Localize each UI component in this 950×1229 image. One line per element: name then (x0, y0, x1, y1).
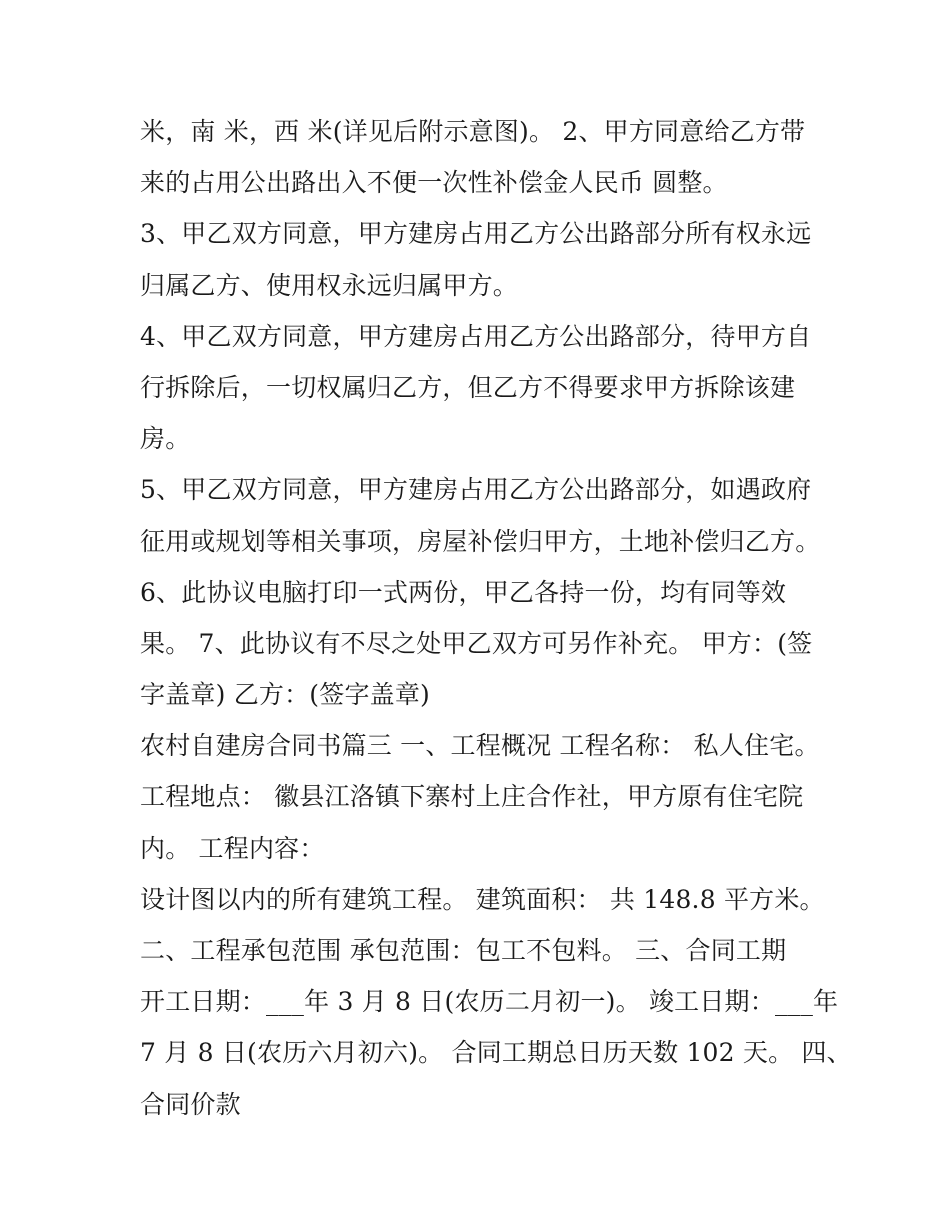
text-line-2: 来的占用公出路出入不便一次性补偿金人民币 圆整。 (140, 168, 728, 198)
text-line-11: 果。 7、此协议有不尽之处甲乙双方可另作补充。 甲方：(签 (140, 628, 813, 658)
text-line-19: 7 月 8 日(农历六月初六)。 合同工期总日历天数 102 天。 四、 (140, 1038, 852, 1068)
text-line-6: 行拆除后，一切权属归乙方，但乙方不得要求甲方拆除该建 (140, 372, 796, 402)
text-line-12: 字盖章) 乙方：(签字盖章) (140, 680, 431, 710)
text-line-8: 5、甲乙双方同意，甲方建房占用乙方公出路部分，如遇政府 (140, 475, 812, 505)
text-line-17: 二、工程承包范围 承包范围：包工不包料。 三、合同工期 (140, 936, 787, 965)
text-line-10: 6、此协议电脑打印一式两份，甲乙各持一份，均有同等效 (140, 577, 787, 607)
text-line-16: 设计图以内的所有建筑工程。 建筑面积： 共 148.8 平方米。 (140, 884, 825, 914)
text-line-18: 开工日期：___年 3 月 8 日(农历二月初一)。 竣工日期：___年 (140, 987, 839, 1017)
text-line-5: 4、甲乙双方同意，甲方建房占用乙方公出路部分，待甲方自 (140, 321, 812, 351)
text-line-7: 房。 (140, 424, 191, 454)
text-line-9: 征用或规划等相关事项，房屋补偿归甲方，土地补偿归乙方。 (140, 526, 821, 556)
contract-text (140, 106, 852, 1130)
text-line-13: 农村自建房合同书篇三 一、工程概况 工程名称： 私人住宅。 (140, 731, 820, 761)
text-line-20: 合同价款 (140, 1089, 241, 1119)
text-line-1: 米，南 米，西 米(详见后附示意图)。 2、甲方同意给乙方带 (140, 117, 806, 146)
text-line-3: 3、甲乙双方同意，甲方建房占用乙方公出路部分所有权永远 (140, 219, 812, 249)
text-line-15: 内。 工程内容： (140, 833, 325, 863)
text-line-4: 归属乙方、使用权永远归属甲方。 (140, 270, 519, 300)
text-line-14: 工程地点： 徽县江洛镇下寨村上庄合作社，甲方原有住宅院 (140, 782, 804, 812)
